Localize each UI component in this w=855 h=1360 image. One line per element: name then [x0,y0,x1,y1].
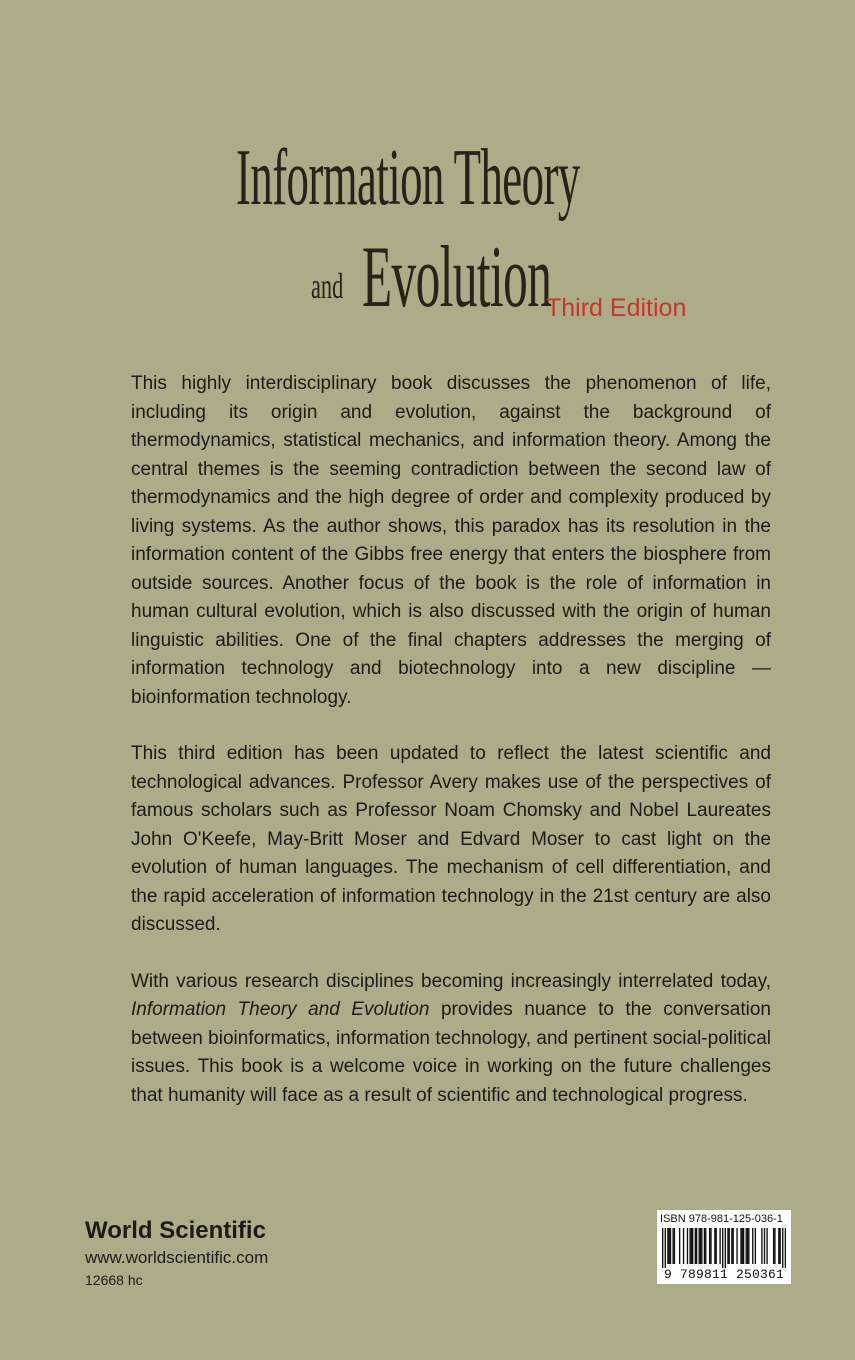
barcode-bar [695,1228,696,1264]
barcode-bar [732,1228,733,1264]
book-title-italic: Information Theory and Evolution [131,999,430,1020]
product-code: 12668 hc [85,1272,143,1288]
barcode-bar [755,1228,756,1264]
barcode-bar [692,1228,693,1264]
barcode-bar [729,1228,730,1264]
barcode-bar [662,1228,663,1268]
barcode-bar [705,1228,706,1264]
blurb-paragraph-3-end: provides nuance to the conversation between bioinformatics, information technology, and pertinent social-political issues. This book is a welcome voice in working on the future challenges that humanity will face as a result of scientific and technological progress. [131,999,772,1106]
blurb [131,370,771,1110]
barcode-bar [719,1228,720,1264]
barcode-bar [743,1228,744,1264]
barcode-bar [710,1228,711,1264]
blurb-paragraph-3-start: With various research disciplines becoming increasingly interrelated today, [131,970,771,992]
title-line-2: Evolution [362,229,552,326]
barcode-bar [669,1228,670,1264]
barcode-bar [752,1228,753,1264]
barcode-bar [736,1228,737,1264]
barcode-bar [689,1228,690,1264]
title-connector: and [311,266,344,306]
barcode-bar [679,1228,680,1264]
barcode-bar [742,1228,743,1264]
barcode-bar [727,1228,728,1264]
title-block [0,0,855,340]
barcode-bar [700,1228,701,1264]
barcode-bar [701,1228,702,1264]
barcode-bar [716,1228,717,1264]
barcode-bar [731,1228,732,1264]
barcode-bar [696,1228,697,1264]
barcode-bar [782,1228,783,1268]
barcode-bar [722,1228,723,1268]
barcode-bar [785,1228,786,1268]
barcode-bar [665,1228,666,1268]
isbn-label: ISBN 978-981-125-036-1 [660,1213,783,1225]
barcode-bar [714,1228,715,1264]
barcode-bar [704,1228,705,1264]
barcode-bar [670,1228,671,1264]
barcode-bar [766,1228,767,1264]
barcode-digits: 9 789811 250361 [663,1267,785,1282]
barcode-bar [761,1228,762,1264]
barcode-bar [725,1228,726,1268]
barcode-bar [672,1228,673,1264]
publisher-url: www.worldscientific.com [85,1248,269,1267]
barcode-bar [773,1228,774,1264]
barcode-bar [747,1228,748,1264]
barcode-bar [746,1228,747,1264]
barcode-bar [774,1228,775,1264]
barcode-bar [764,1228,765,1264]
barcode-bar [778,1228,779,1264]
barcode-bar [740,1228,741,1264]
barcode-bar [674,1228,675,1264]
edition-label: Third Edition [546,294,687,322]
blurb-paragraph-3 [131,968,771,1111]
barcode-bar [687,1228,688,1264]
barcode-bar [699,1228,700,1264]
publisher-name: World Scientific [85,1217,266,1244]
barcode-bar [748,1228,749,1264]
blurb-paragraph-1: This highly interdisciplinary book discusses the phenomenon of life, including its origin and evolution, against the background of thermodynamics, statistical mechanics, and information theory. Among the central themes is the seeming contradiction between the second law of thermodynamics and the high degree of order and complexity produced by living systems. As the author shows, this paradox has its resolution in the information content of the Gibbs free energy that enters the biosphere from outside sources. Another focus of the book is the role of information in human cultural evolution, which is also discussed with the origin of human linguistic abilities. One of the final chapters addresses the merging of information technology and biotechnology into a new discipline — bioinformation technology. [131,373,771,708]
blurb-paragraph-2: This third edition has been updated to reflect the latest scientific and technological advances. Professor Avery makes use of the perspectives of famous scholars such as Professor Noam Chomsky and Nobel Laureates John O'Keefe, May-Britt Moser and Edvard Moser to cast light on the evolution of human languages. The mechanism of cell differentiation, and the rapid acceleration of information technology in the 21st century are also discussed. [131,743,771,935]
barcode-bars [662,1228,786,1268]
barcode-bar [667,1228,668,1264]
barcode-bar [709,1228,710,1264]
barcode-panel [657,1210,791,1284]
barcode-bar [683,1228,684,1264]
title-line-1: Information Theory [236,134,580,222]
barcode-bar [779,1228,780,1264]
barcode-bar [691,1228,692,1264]
